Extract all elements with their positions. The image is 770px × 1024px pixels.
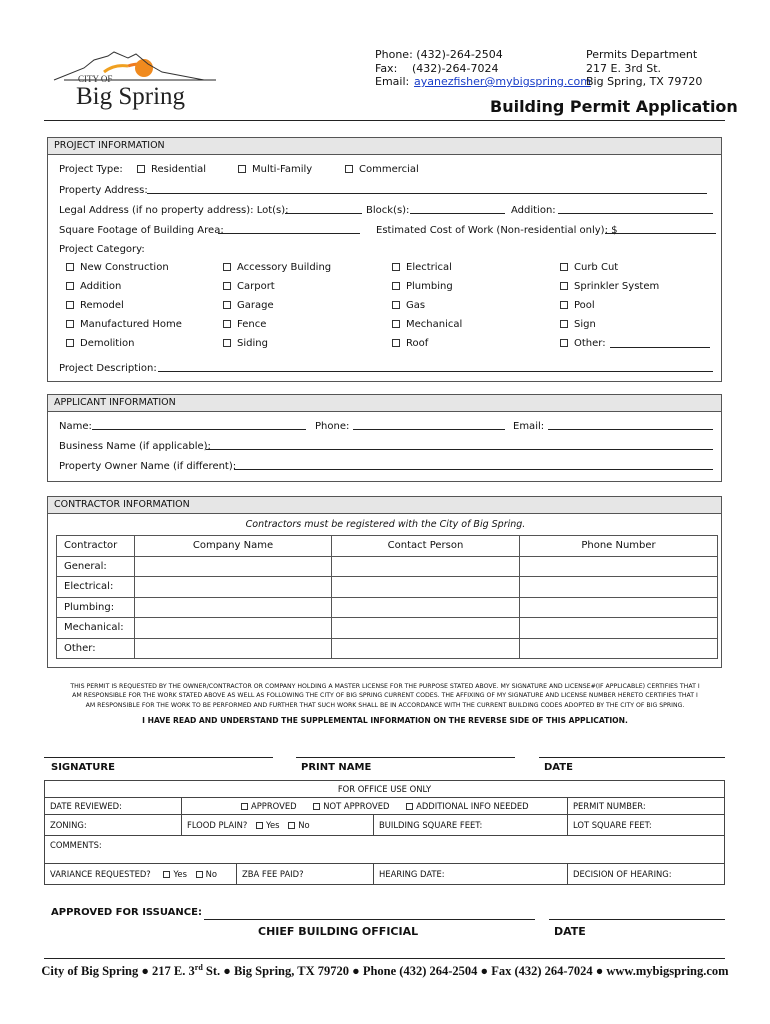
col-company-name: Company Name [135,536,332,557]
flood-plain-label: FLOOD PLAIN? [187,820,248,830]
contractor-type: General: [57,556,135,577]
category-option[interactable] [392,338,428,349]
comments-label: COMMENTS: [45,836,725,864]
contact-person-cell[interactable] [332,618,520,639]
signature-label: SIGNATURE [51,762,115,773]
statement-line: THIS PERMIT IS REQUESTED BY THE OWNER/CONTRACTOR OR COMPANY HOLDING A MASTER LICENSE FOR THE PURPOSE STATED ABOVE. MY SIGNATURE AND LICENSE#(IF APPLICABLE) CERTIFIES THAT I [70,683,700,690]
category-option[interactable] [66,281,121,292]
footer-sup: rd [194,963,203,972]
category-label: Carport [237,281,275,292]
statement-line: AM RESPONSIBLE FOR THE WORK STATED ABOVE AS WELL AS FOLLOWING THE CITY OF BIG SPRING CURRENT CODES. THE AFFIXING OF MY SIGNATURE AND LICENSE NUMBER HERETO CERTIFIES THAT I [72,692,698,700]
variance-label: VARIANCE REQUESTED? [50,869,151,879]
checkbox[interactable] [560,301,568,309]
city-state: Big Spring, TX 79720 [586,75,703,88]
approved-option[interactable]: APPROVED [241,801,297,811]
project-section [47,137,722,382]
checkbox[interactable] [241,803,248,810]
project-type-label: Project Type: [59,164,123,175]
contractor-type: Mechanical: [57,618,135,639]
mountain-sun-icon [44,46,224,86]
variance-yes-option[interactable]: Yes [163,869,187,879]
checkbox[interactable] [392,263,400,271]
fax-value: (432)-264-7024 [412,61,499,75]
office-row [45,864,725,885]
office-use-heading: FOR OFFICE USE ONLY [44,780,725,797]
email-label: Email: [375,75,410,88]
table-row [57,597,718,618]
category-option[interactable] [223,338,268,349]
category-label: Roof [406,338,429,349]
applicant-name-label: Name: [59,421,92,432]
category-label: Other: [574,338,606,349]
checkbox[interactable] [392,320,400,328]
phone-number-cell[interactable] [520,618,718,639]
contractor-table-header [57,536,718,557]
approved-issuance-label: APPROVED FOR ISSUANCE: [51,907,202,918]
email-link[interactable]: ayanezfisher@mybigspring.com [414,75,591,88]
category-label: New Construction [80,262,169,273]
office-use-table [44,797,725,885]
applicant-heading: APPLICANT INFORMATION [48,395,721,412]
address-block [586,48,702,89]
date-reviewed-label: DATE REVIEWED: [45,798,182,815]
header-rule [44,120,725,121]
category-label: Demolition [80,338,135,349]
footer-text: St. ● Big Spring, TX 79720 ● Phone (432) 264-2504 ● Fax (432) 264-7024 ● www.mybigspring.com [202,964,729,979]
category-option[interactable] [560,319,596,330]
checkbox[interactable] [392,301,400,309]
footer [0,963,770,979]
col-contractor: Contractor [57,536,135,557]
contact-person-cell[interactable] [332,556,520,577]
category-label: Gas [406,300,426,311]
category-option[interactable] [66,300,124,311]
category-label: Remodel [80,300,124,311]
table-row [57,618,718,639]
flood-yes-option[interactable]: Yes [256,820,280,830]
chief-official-label: CHIEF BUILDING OFFICIAL [258,925,419,938]
category-label: Fence [237,319,267,330]
square-footage-label: Square Footage of Building Area: [59,225,224,236]
checkbox[interactable] [223,301,231,309]
company-name-cell[interactable] [135,638,332,659]
date-field[interactable] [539,757,725,758]
checkbox[interactable] [223,282,231,290]
category-option[interactable] [223,262,331,273]
applicant-email-label: Email: [513,421,545,432]
type-commercial[interactable]: Commercial [345,164,419,175]
category-label: Pool [574,300,595,311]
project-category-label: Project Category: [59,244,145,255]
flood-plain-cell [182,815,374,836]
company-name-cell[interactable] [135,577,332,598]
review-status-cell [182,798,568,815]
checkbox[interactable] [560,339,568,347]
category-option[interactable] [560,338,606,349]
category-option[interactable] [392,281,453,292]
other-category-field[interactable] [610,338,710,348]
checkbox[interactable] [392,282,400,290]
checkbox[interactable] [137,165,145,173]
contractor-section [47,496,722,668]
category-option[interactable] [223,319,266,330]
category-label: Accessory Building [237,262,332,273]
contractor-note: Contractors must be registered with the City of Big Spring. [245,519,526,530]
office-use-section [44,780,725,884]
applicant-phone-field[interactable] [353,420,505,430]
not-approved-option[interactable]: NOT APPROVED [313,801,389,811]
flood-no-option[interactable]: No [288,820,309,830]
checkbox[interactable] [223,263,231,271]
category-option[interactable] [66,262,169,273]
applicant-email-field[interactable] [548,420,713,430]
contractor-type: Plumbing: [57,597,135,618]
checkbox[interactable] [560,320,568,328]
project-heading: PROJECT INFORMATION [48,138,721,155]
type-multi-family[interactable]: Multi-Family [238,164,312,175]
checkbox[interactable] [313,803,320,810]
category-option[interactable] [66,319,182,330]
col-phone-number: Phone Number [520,536,718,557]
phone-number-cell[interactable] [520,597,718,618]
business-name-field[interactable] [206,440,713,450]
permit-number-label: PERMIT NUMBER: [568,798,725,815]
checkbox[interactable] [66,339,74,347]
checkbox[interactable] [560,263,568,271]
logo-name: Big Spring [76,83,186,110]
contact-person-cell[interactable] [332,597,520,618]
category-option[interactable] [560,281,659,292]
category-option[interactable] [560,300,595,311]
zoning-label: ZONING: [45,815,182,836]
category-label: Electrical [406,262,452,273]
category-label: Garage [237,300,274,311]
checkbox[interactable] [66,301,74,309]
company-name-cell[interactable] [135,556,332,577]
hearing-date-label: HEARING DATE: [374,864,568,885]
chief-signature-field[interactable] [204,919,535,920]
category-label: Addition [80,281,122,292]
office-row [45,815,725,836]
contractor-type: Electrical: [57,577,135,598]
checkbox[interactable] [392,339,400,347]
business-name-label: Business Name (if applicable): [59,441,211,452]
contact-person-cell[interactable] [332,577,520,598]
table-row [57,638,718,659]
block-field[interactable] [410,204,505,214]
variance-cell [45,864,237,885]
category-label: Mechanical [406,319,463,330]
contact-person-cell[interactable] [332,638,520,659]
addition-label: Addition: [511,205,556,216]
category-option[interactable] [392,319,462,330]
legal-address-label: Legal Address (if no property address): Lot(s): [59,205,289,216]
company-name-cell[interactable] [135,597,332,618]
checkbox[interactable] [288,822,295,829]
category-option[interactable] [392,262,452,273]
acknowledgement: I HAVE READ AND UNDERSTAND THE SUPPLEMENTAL INFORMATION ON THE REVERSE SIDE OF THIS APPLICATION. [142,716,628,725]
category-label: Curb Cut [574,262,619,273]
category-label: Manufactured Home [80,319,182,330]
statement-line: AM RESPONSIBLE FOR THE WORK TO BE PERFORMED AND FURTHER THAT SUCH WORK SHALL BE IN ACCORDANCE WITH THE CURRENT BUILDING CODES ADOPTED BY THE CITY OF BIG SPRING. [85,701,685,709]
category-label: Siding [237,338,268,349]
category-option[interactable] [223,281,275,292]
phone-label: Phone: [375,48,413,61]
city-logo [44,46,224,110]
checkbox[interactable] [406,803,413,810]
project-description-field[interactable] [158,362,713,372]
phone-number-cell[interactable] [520,577,718,598]
decision-label: DECISION OF HEARING: [568,864,725,885]
applicant-phone-label: Phone: [315,421,350,432]
checkbox[interactable] [223,320,231,328]
checkbox[interactable] [223,339,231,347]
date-label: DATE [544,762,573,773]
checkbox[interactable] [345,165,353,173]
checkbox[interactable] [238,165,246,173]
checkbox[interactable] [560,282,568,290]
page-title: Building Permit Application [490,97,738,116]
addition-field[interactable] [558,204,713,214]
category-option[interactable] [560,262,618,273]
variance-no-option[interactable]: No [196,869,217,879]
fax-label: Fax: [375,61,398,75]
col-contact-person: Contact Person [332,536,520,557]
phone-number-cell[interactable] [520,556,718,577]
signature-field[interactable] [44,757,273,758]
category-label: Sign [574,319,596,330]
checkbox[interactable] [196,871,203,878]
lots-field[interactable] [285,204,362,214]
building-sqft-label: BUILDING SQUARE FEET: [374,815,568,836]
office-row [45,836,725,864]
street: 217 E. 3rd St. [586,61,662,75]
issuance-date-field[interactable] [549,919,725,920]
phone-number-cell[interactable] [520,638,718,659]
contact-block [375,48,591,89]
property-address-label: Property Address: [59,185,148,196]
table-row [57,577,718,598]
checkbox[interactable] [256,822,263,829]
phone-value: (432)-264-2504 [416,48,503,61]
contractor-type: Other: [57,638,135,659]
contractor-table [56,535,718,659]
property-owner-label: Property Owner Name (if different): [59,461,237,472]
company-name-cell[interactable] [135,618,332,639]
table-row [57,556,718,577]
category-option[interactable] [392,300,425,311]
category-label: Sprinkler System [574,281,660,292]
applicant-section [47,394,722,482]
type-residential[interactable]: Residential [137,164,206,175]
block-label: Block(s): [366,205,410,216]
estimated-cost-label: Estimated Cost of Work (Non-residential only): $ [376,225,618,236]
certification-statement [20,682,750,710]
property-owner-field[interactable] [234,460,713,470]
applicant-name-field[interactable] [92,420,306,430]
checkbox[interactable] [66,282,74,290]
footer-text: City of Big Spring ● 217 E. 3 [41,964,195,979]
category-option[interactable] [66,338,134,349]
checkbox[interactable] [66,263,74,271]
project-description-label: Project Description: [59,363,157,374]
zba-fee-label: ZBA FEE PAID? [237,864,374,885]
print-name-label: PRINT NAME [301,762,372,773]
contractor-heading: CONTRACTOR INFORMATION [48,497,721,514]
square-footage-field[interactable] [218,224,360,234]
footer-rule [44,958,725,959]
checkbox[interactable] [66,320,74,328]
category-label: Plumbing [406,281,453,292]
property-address-field[interactable] [147,184,707,194]
print-name-field[interactable] [296,757,515,758]
estimated-cost-field[interactable] [605,224,716,234]
issuance-date-label: DATE [554,925,586,938]
department: Permits Department [586,48,698,61]
additional-info-option[interactable]: ADDITIONAL INFO NEEDED [406,801,528,811]
checkbox[interactable] [163,871,170,878]
lot-sqft-label: LOT SQUARE FEET: [568,815,725,836]
category-option[interactable] [223,300,274,311]
office-row [45,798,725,815]
logo-city-of: CITY OF [78,74,113,84]
